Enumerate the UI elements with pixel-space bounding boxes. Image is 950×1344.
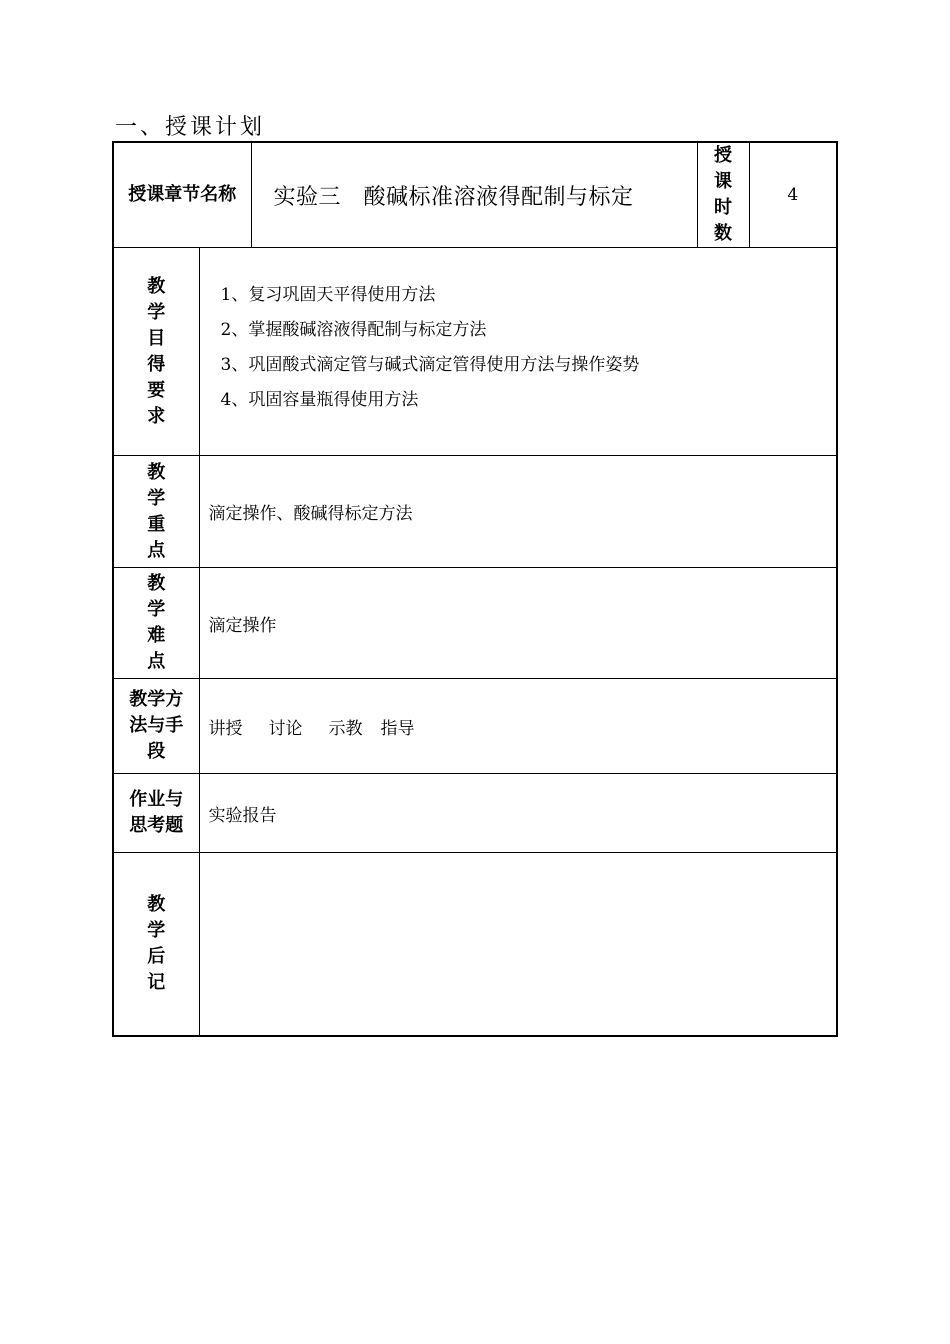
- section-heading: 一、授课计划: [115, 115, 266, 140]
- method-item: 指导: [380, 718, 415, 739]
- homework-label: [113, 774, 199, 853]
- objectives-label: [113, 248, 199, 456]
- chapter-title: 实验三 酸碱标准溶液得配制与标定: [251, 142, 697, 248]
- reflection-row: [113, 853, 837, 1036]
- chapter-row: [113, 142, 837, 248]
- key-points-label: [113, 456, 199, 568]
- homework-content: 实验报告: [199, 774, 837, 853]
- methods-content: [199, 679, 837, 774]
- difficulties-content: 滴定操作: [199, 568, 837, 679]
- hours-value: 4: [749, 142, 837, 248]
- methods-row: [113, 679, 837, 774]
- hours-label-text: 授课时数: [714, 145, 732, 244]
- reflection-label-text: 教学后记: [147, 893, 166, 993]
- objective-item: 2、掌握酸碱溶液得配制与标定方法: [220, 320, 487, 340]
- method-item: 示教: [328, 718, 363, 739]
- chapter-name-label-text: 授课章节名称: [128, 184, 237, 205]
- objectives-list: [209, 278, 837, 418]
- objectives-row: [113, 248, 837, 456]
- objective-item: 3、巩固酸式滴定管与碱式滴定管得使用方法与操作姿势: [220, 355, 640, 375]
- methods-label-text: 教学方法与手段: [129, 689, 184, 762]
- difficulties-row: [113, 568, 837, 679]
- hours-label: [697, 142, 749, 248]
- method-item: 讲授: [208, 718, 243, 739]
- reflection-content: [199, 853, 837, 1036]
- difficulties-label: [113, 568, 199, 679]
- reflection-label: [113, 853, 199, 1036]
- homework-row: [113, 774, 837, 853]
- key-points-row: [113, 456, 837, 568]
- homework-label-text: 作业与思考题: [129, 789, 184, 836]
- chapter-name-label: [113, 142, 251, 248]
- key-points-label-text: 教学重点: [147, 461, 166, 561]
- objective-item: 4、巩固容量瓶得使用方法: [220, 390, 419, 410]
- objectives-label-text: 教学目得要求: [147, 275, 166, 427]
- objective-item: 1、复习巩固天平得使用方法: [220, 285, 436, 305]
- method-item: 讨论: [268, 718, 303, 739]
- key-points-content: 滴定操作、酸碱得标定方法: [199, 456, 837, 568]
- methods-label: [113, 679, 199, 774]
- difficulties-label-text: 教学难点: [147, 573, 166, 672]
- teaching-plan-table: [112, 141, 838, 1037]
- objectives-content: [199, 248, 837, 456]
